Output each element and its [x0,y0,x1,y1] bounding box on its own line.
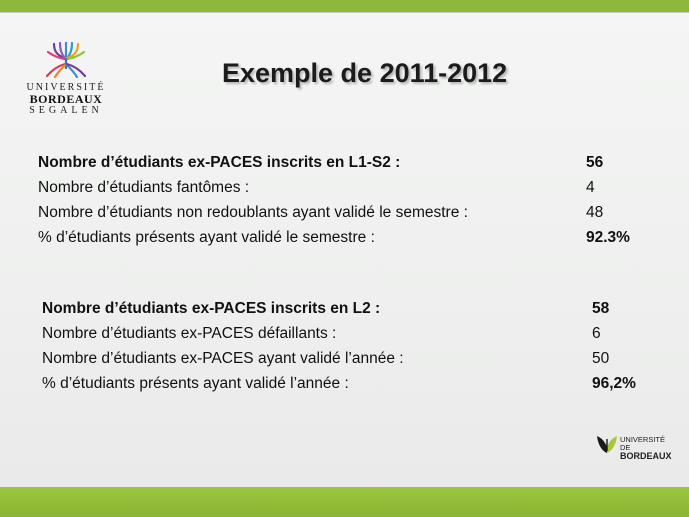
tree-logo-icon [44,42,88,78]
butterfly-logo-icon [596,433,618,455]
stat-label: Nombre d’étudiants ex-PACES défaillants : [42,325,337,342]
university-logo-segalen [17,42,115,117]
slide-title: Exemple de 2011-2012 [222,58,508,88]
stat-value: 58 [592,300,610,317]
stat-label: Nombre d’étudiants non redoublants ayant validé le semestre : [38,204,468,221]
stat-value: 96,2% [592,375,636,392]
stat-value: 48 [586,204,604,221]
stat-label: Nombre d’étudiants ex-PACES inscrits en L2 : [42,300,381,317]
logo-text [620,436,676,460]
stat-label: % d’étudiants présents ayant validé le semestre : [38,229,375,246]
logo-line-bordeaux: BORDEAUX [29,92,103,106]
university-logo-bordeaux [596,433,676,461]
stat-label: % d’étudiants présents ayant validé l’année : [42,375,349,392]
stat-value: 92.3% [586,229,630,246]
stat-value: 50 [592,350,610,367]
stat-label: Nombre d’étudiants ex-PACES ayant validé l’année : [42,350,404,367]
logo-line-segalen: SEGALEN [29,105,103,116]
logo-line-universite-de: UNIVERSITÉ DE [620,435,666,452]
logo-line-bordeaux: BORDEAUX [620,451,672,461]
stat-label: Nombre d’étudiants ex-PACES inscrits en L1-S2 : [38,154,401,171]
logo-line-universite: UNIVERSITÉ [26,82,106,93]
bottom-accent-bar [0,487,689,517]
stat-label: Nombre d’étudiants fantômes : [38,179,250,196]
stat-value: 6 [592,325,601,342]
stat-value: 56 [586,154,604,171]
stat-value: 4 [586,179,595,196]
